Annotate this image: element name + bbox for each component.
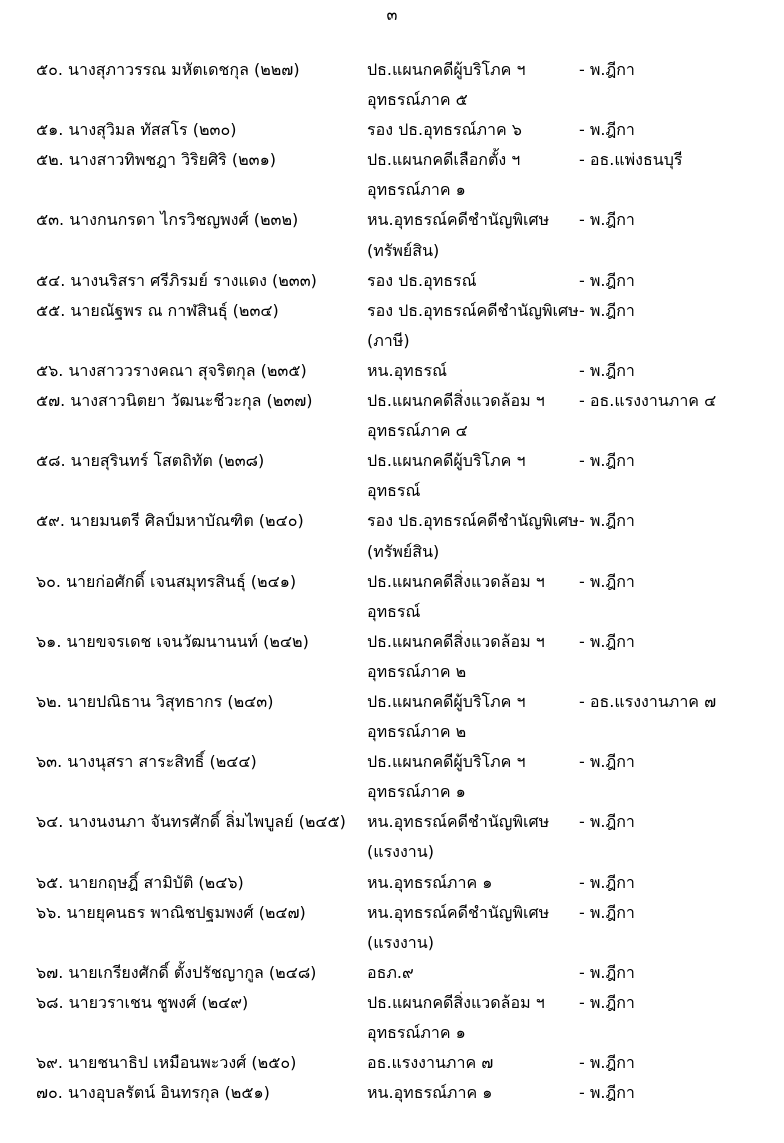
entry-line — [0, 597, 784, 627]
new-position: - พ.ฎีกา — [579, 992, 635, 1012]
entry-line — [0, 747, 784, 777]
entry-line — [0, 687, 784, 717]
new-position: - พ.ฎีกา — [579, 210, 635, 230]
list-item — [0, 627, 784, 687]
person-name: ๖๐. นายก่อศักดิ์ เจนสมุทรสินธุ์ (๒๔๑) — [36, 571, 297, 591]
new-position: - พ.ฎีกา — [579, 631, 635, 651]
new-position: - พ.ฎีกา — [579, 902, 635, 922]
entry-line — [0, 175, 784, 205]
entry-line — [0, 958, 784, 988]
current-position: อุทธรณ์ภาค ๑ — [367, 1023, 466, 1042]
new-position: - พ.ฎีกา — [579, 511, 635, 531]
entry-line — [0, 326, 784, 356]
current-position: ปธ.แผนกคดีผู้บริโภค ฯ — [367, 691, 526, 711]
person-name: ๕๒. นางสาวทิพชฎา วิริยศิริ (๒๓๑) — [36, 150, 276, 170]
new-position: - พ.ฎีกา — [579, 872, 635, 892]
entry-line — [0, 476, 784, 506]
new-position: - พ.ฎีกา — [579, 1053, 635, 1073]
person-name: ๕๖. นางสาววรางคณา สุจริตกุล (๒๓๕) — [36, 360, 307, 380]
page-number: ๓ — [386, 5, 398, 24]
list-item — [0, 1048, 784, 1078]
current-position: หน.อุทธรณ์ภาค ๑ — [367, 872, 493, 892]
entry-line — [0, 567, 784, 597]
current-position: (แรงงาน) — [367, 932, 434, 952]
current-position: อุทธรณ์ — [367, 481, 421, 501]
entry-line — [0, 1078, 784, 1108]
list-item — [0, 1078, 784, 1108]
entry-line — [0, 416, 784, 446]
person-name: ๕๔. นางนริสรา ศรีภิรมย์ รางแดง (๒๓๓) — [36, 270, 317, 290]
person-name: ๕๓. นางกนกรดา ไกรวิชญพงศ์ (๒๓๒) — [36, 210, 299, 230]
entry-line — [0, 85, 784, 115]
new-position: - พ.ฎีกา — [579, 270, 635, 290]
current-position: หน.อุทธรณ์ภาค ๑ — [367, 1083, 493, 1103]
list-item — [0, 958, 784, 988]
entry-line — [0, 537, 784, 567]
entry-line — [0, 988, 784, 1018]
person-name: ๕๐. นางสุภาวรรณ มหัตเดชกุล (๒๒๗) — [36, 60, 300, 79]
list-item — [0, 115, 784, 145]
current-position: อธ.แรงงานภาค ๗ — [367, 1053, 494, 1073]
entry-line — [0, 145, 784, 175]
current-position: อุทธรณ์ภาค ๔ — [367, 421, 468, 441]
current-position: รอง ปธ.อุทธรณ์คดีชำนัญพิเศษ — [367, 511, 579, 531]
list-item — [0, 296, 784, 356]
person-name: ๕๕. นายณัฐพร ณ กาฬสินธุ์ (๒๓๔) — [36, 300, 279, 320]
person-name: ๕๙. นายมนตรี ศิลป์มหาบัณฑิต (๒๔๐) — [36, 511, 304, 531]
current-position: อุทธรณ์ภาค ๑ — [367, 782, 466, 802]
list-item — [0, 356, 784, 386]
new-position: - พ.ฎีกา — [579, 962, 635, 982]
new-position: - พ.ฎีกา — [579, 752, 635, 772]
new-position: - พ.ฎีกา — [579, 571, 635, 591]
new-position: - พ.ฎีกา — [579, 120, 635, 140]
current-position: หน.อุทธรณ์คดีชำนัญพิเศษ — [367, 812, 550, 832]
entry-line — [0, 446, 784, 476]
new-position: - อธ.แรงงานภาค ๔ — [579, 391, 717, 411]
list-item — [0, 266, 784, 296]
person-name: ๖๒. นายปณิธาน วิสุทธากร (๒๔๓) — [36, 691, 274, 711]
list-item — [0, 988, 784, 1048]
person-name: ๖๙. นายชนาธิป เหมือนพะวงศ์ (๒๕๐) — [36, 1053, 297, 1073]
current-position: อุทธรณ์ภาค ๕ — [367, 90, 468, 110]
person-name: ๖๑. นายขจรเดช เจนวัฒนานนท์ (๒๔๒) — [36, 631, 309, 651]
new-position: - พ.ฎีกา — [579, 360, 635, 380]
person-name: ๖๗. นายเกรียงศักดิ์ ตั้งปรัชญากูล (๒๔๘) — [36, 962, 317, 982]
current-position: รอง ปธ.อุทธรณ์คดีชำนัญพิเศษ — [367, 300, 579, 320]
person-name: ๕๘. นายสุรินทร์ โสตถิทัต (๒๓๘) — [36, 451, 265, 471]
list-item — [0, 506, 784, 566]
current-position: อุทธรณ์ภาค ๒ — [367, 661, 467, 681]
current-position: หน.อุทธรณ์คดีชำนัญพิเศษ — [367, 210, 550, 230]
new-position: - อธ.แรงงานภาค ๗ — [579, 691, 717, 711]
entry-line — [0, 356, 784, 386]
new-position: - พ.ฎีกา — [579, 60, 635, 79]
current-position: รอง ปธ.อุทธรณ์ — [367, 270, 477, 290]
list-item — [0, 687, 784, 747]
current-position: ปธ.แผนกคดีสิ่งแวดล้อม ฯ — [367, 571, 545, 591]
entry-line — [0, 1048, 784, 1078]
entry-line — [0, 928, 784, 958]
entry-line — [0, 627, 784, 657]
list-item — [0, 205, 784, 265]
entry-line — [0, 777, 784, 807]
appointment-list — [0, 55, 784, 1108]
current-position: ปธ.แผนกคดีเลือกตั้ง ฯ — [367, 150, 521, 170]
current-position: หน.อุทธรณ์ — [367, 360, 447, 380]
new-position: - พ.ฎีกา — [579, 1083, 635, 1103]
entry-line — [0, 386, 784, 416]
new-position: - พ.ฎีกา — [579, 812, 635, 832]
list-item — [0, 55, 784, 115]
entry-line — [0, 55, 784, 85]
entry-line — [0, 837, 784, 867]
entry-line — [0, 898, 784, 928]
person-name: ๗๐. นางอุบลรัตน์ อินทรกุล (๒๕๑) — [36, 1083, 270, 1103]
entry-line — [0, 115, 784, 145]
new-position: - พ.ฎีกา — [579, 300, 635, 320]
current-position: รอง ปธ.อุทธรณ์ภาค ๖ — [367, 120, 522, 140]
current-position: (ภาษี) — [367, 330, 410, 350]
list-item — [0, 386, 784, 446]
list-item — [0, 747, 784, 807]
list-item — [0, 898, 784, 958]
list-item — [0, 807, 784, 867]
current-position: อุทธรณ์ภาค ๒ — [367, 722, 467, 742]
current-position: ปธ.แผนกคดีสิ่งแวดล้อม ฯ — [367, 391, 545, 411]
current-position: ปธ.แผนกคดีผู้บริโภค ฯ — [367, 451, 526, 471]
person-name: ๖๔. นางนงนภา จันทรศักดิ์ ลิ่มไพบูลย์ (๒๔๕) — [36, 812, 346, 832]
current-position: (แรงงาน) — [367, 842, 434, 862]
list-item — [0, 446, 784, 506]
current-position: ปธ.แผนกคดีผู้บริโภค ฯ — [367, 752, 526, 772]
current-position: ปธ.แผนกคดีสิ่งแวดล้อม ฯ — [367, 631, 545, 651]
entry-line — [0, 868, 784, 898]
entry-line — [0, 717, 784, 747]
entry-line — [0, 205, 784, 235]
person-name: ๖๕. นายกฤษฎิ์ สามิบัติ (๒๔๖) — [36, 872, 244, 892]
current-position: อุทธรณ์ภาค ๑ — [367, 180, 466, 200]
entry-line — [0, 657, 784, 687]
current-position: อุทธรณ์ — [367, 601, 421, 621]
entry-line — [0, 236, 784, 266]
person-name: ๖๘. นายวราเชน ชูพงศ์ (๒๔๙) — [36, 992, 249, 1012]
list-item — [0, 145, 784, 205]
list-item — [0, 868, 784, 898]
list-item — [0, 567, 784, 627]
new-position: - พ.ฎีกา — [579, 451, 635, 471]
entry-line — [0, 266, 784, 296]
current-position: ปธ.แผนกคดีผู้บริโภค ฯ — [367, 60, 526, 79]
person-name: ๕๗. นางสาวนิตยา วัฒนะชีวะกุล (๒๓๗) — [36, 391, 313, 411]
current-position: (ทรัพย์สิน) — [367, 240, 440, 260]
current-position: (ทรัพย์สิน) — [367, 541, 440, 561]
person-name: ๕๑. นางสุวิมล ทัสสโร (๒๓๐) — [36, 120, 237, 140]
current-position: ปธ.แผนกคดีสิ่งแวดล้อม ฯ — [367, 992, 545, 1012]
current-position: หน.อุทธรณ์คดีชำนัญพิเศษ — [367, 902, 550, 922]
entry-line — [0, 296, 784, 326]
entry-line — [0, 1018, 784, 1048]
person-name: ๖๓. นางนุสรา สาระสิทธิ์ (๒๔๔) — [36, 752, 257, 772]
entry-line — [0, 807, 784, 837]
new-position: - อธ.แพ่งธนบุรี — [579, 150, 683, 170]
entry-line — [0, 506, 784, 536]
person-name: ๖๖. นายยุคนธร พาณิชปฐมพงศ์ (๒๔๗) — [36, 902, 306, 922]
current-position: อธภ.๙ — [367, 962, 414, 982]
